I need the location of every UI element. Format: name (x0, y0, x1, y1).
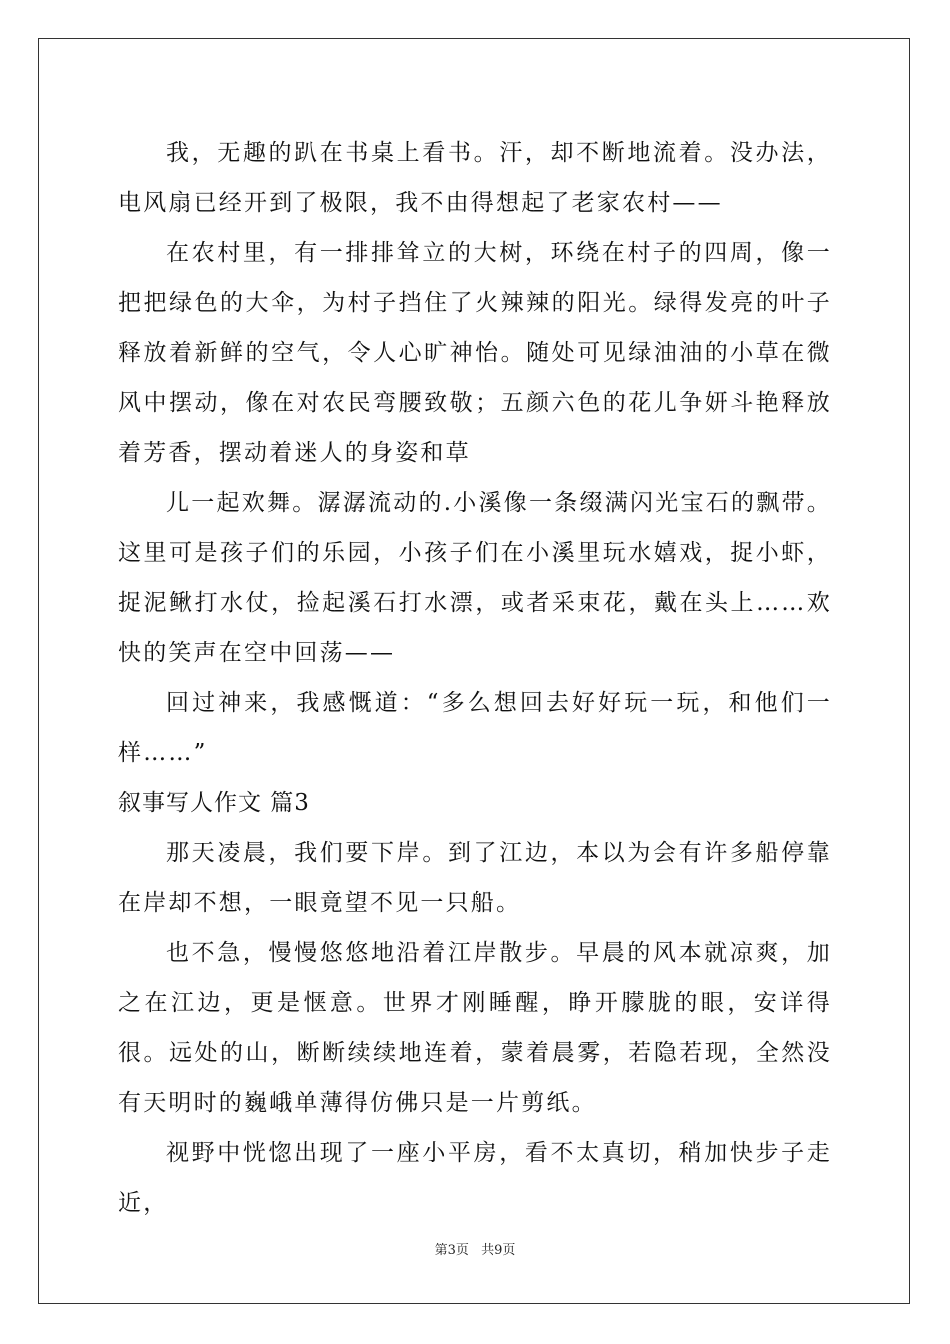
paragraph-6: 也不急，慢慢悠悠地沿着江岸散步。早晨的风本就凉爽，加之在江边，更是惬意。世界才刚睡醒，睁开朦胧的眼，安详得很。远处的山，断断续续地连着，蒙着晨雾，若隐若现，全然没有天明时的巍峨单薄得仿佛只是一片剪纸。 (118, 940, 832, 1116)
document-body (118, 128, 832, 1228)
paragraph-1: 我，无趣的趴在书桌上看书。汗，却不断地流着。没办法，电风扇已经开到了极限，我不由得想起了老家农村—— (118, 140, 832, 216)
page-number: 第3页 (434, 1243, 469, 1258)
paragraph-5: 那天凌晨，我们要下岸。到了江边，本以为会有许多船停靠在岸却不想，一眼竟望不见一只船。 (118, 840, 832, 916)
paragraph-4: 回过神来，我感慨道：“多么想回去好好玩一玩，和他们一样……” (118, 690, 832, 766)
paragraph-3: 儿一起欢舞。潺潺流动的.小溪像一条缀满闪光宝石的飘带。这里可是孩子们的乐园，小孩子们在小溪里玩水嬉戏，捉小虾，捉泥鳅打水仗，捡起溪石打水漂，或者采束花，戴在头上……欢快的笑声在空中回荡—— (118, 490, 832, 666)
paragraph-7: 视野中恍惚出现了一座小平房，看不太真切，稍加快步子走近， (118, 1140, 832, 1216)
section-heading: 叙事写人作文 篇3 (118, 790, 310, 816)
paragraph-2: 在农村里，有一排排耸立的大树，环绕在村子的四周，像一把把绿色的大伞，为村子挡住了火辣辣的阳光。绿得发亮的叶子释放着新鲜的空气，令人心旷神怡。随处可见绿油油的小草在微风中摆动，像在对农民弯腰致敬；五颜六色的花儿争妍斗艳释放着芳香，摆动着迷人的身姿和草 (118, 240, 832, 466)
page-footer (0, 1242, 950, 1260)
page-total: 共9页 (481, 1243, 516, 1258)
